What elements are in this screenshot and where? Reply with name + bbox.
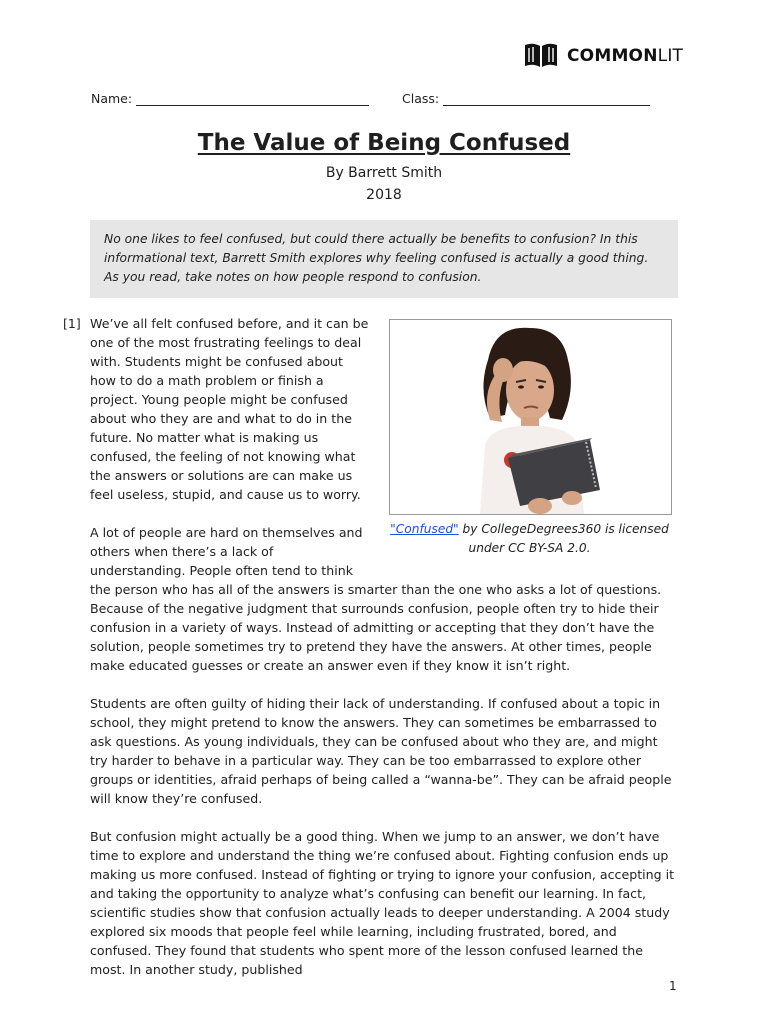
class-field xyxy=(402,91,650,106)
class-label: Class: xyxy=(402,91,440,106)
article-year: 2018 xyxy=(366,187,402,203)
paragraph-3: Students are often guilty of hiding their lack of understanding. If confused about a topic in school, they might pretend to know the answers. They can sometimes be embarrassed to ask questions. As young individuals, they can be confused about who they are, and might try harder to behave in a particular way. They can be too embarrassed to explore other groups or identities, afraid perhaps of being called a “wanna-be”. They can be afraid people will know they’re confused. xyxy=(90,696,672,806)
image-license-text: by CollegeDegrees360 is licensed under CC BY-SA 2.0. xyxy=(458,522,669,555)
image-source-link[interactable]: "Confused" xyxy=(390,522,459,536)
name-field xyxy=(91,91,369,106)
article-body xyxy=(90,314,678,998)
name-blank[interactable] xyxy=(136,92,369,106)
book-icon xyxy=(523,42,559,70)
class-blank[interactable] xyxy=(443,92,650,106)
article-title: The Value of Being Confused xyxy=(197,130,571,156)
paragraph-4: But confusion might actually be a good thing. When we jump to an answer, we don’t have time to explore and understand the thing we’re confused about. Fighting confusion ends up making us more confused. Instead of fighting or trying to ignore your confusion, accepting it and taking the opportunity to analyze what’s confusing can benefit our learning. In fact, scientific studies show that confusion actually leads to deeper understanding. A 2004 study explored six moods that people feel while learning, including frustrated, bored, and confused. They found that students who spent more of the lesson confused learned the most. In another study, published xyxy=(90,829,675,977)
intro-box: No one likes to feel confused, but could there actually be benefits to confusion? In this informational text, Barrett Smith explores why feeling confused is actually a good thing. As you read, take notes on how people respond to confusion. xyxy=(90,220,678,298)
paragraph-number: [1] xyxy=(63,316,81,331)
image-float-spacer xyxy=(372,314,678,574)
paragraph-2: A lot of people are hard on themselves and others when there’s a lack of understanding. People often tend to think the person who has all of the answers is smarter than the one who asks a lot of questions. Because of the negative judgment that surrounds confusion, people often try to hide their confusion in a variety of ways. Instead of admitting or accepting that they don’t have the solution, people sometimes try to pretend they have the answers. At other times, people make educated guesses or create an answer even if they know it isn’t right. xyxy=(90,525,662,673)
paragraph-1: We’ve all felt confused before, and it can be one of the most frustrating feelings to deal with. Students might be confused about how to do a math problem or finish a project. Young people might be confused about who they are and what to do in the future. No matter what is making us confused, the feeling of not knowing what the answers or solutions are can make us feel useless, stupid, and cause us to worry. xyxy=(90,316,369,502)
commonlit-logo xyxy=(523,42,683,70)
brand-name: COMMONLIT xyxy=(567,46,684,66)
article-author: By Barrett Smith xyxy=(325,165,443,181)
page-number: 1 xyxy=(669,979,677,993)
name-label: Name: xyxy=(91,91,133,106)
